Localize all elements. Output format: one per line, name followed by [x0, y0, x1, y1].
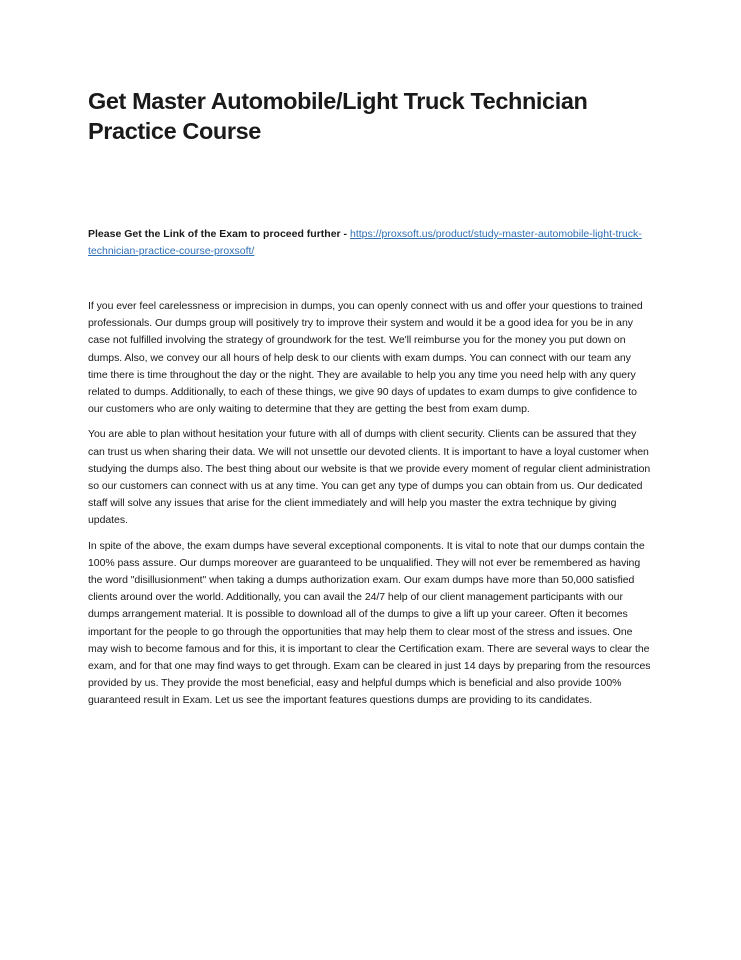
- body-paragraph-3: In spite of the above, the exam dumps have several exceptional components. It is vital to note that our dumps contain the 100% pass assure. Our dumps moreover are guaranteed to be unqualified. They will not ever be remembered as having the word "disillusionment" when taking a dumps authorization exam. Our exam dumps have more than 50,000 satisfied clients around over the world. Additionally, you can avail the 24/7 help of our client management participants with our dumps arrangement material. It is possible to download all of the dumps to give a lift up your career. Often it becomes important for the people to go through the opportunities that may help them to clear most of the stress and issues. One may wish to become famous and for this, it is important to clear the Certification exam. There are several ways to clear the exam, and for that one may find ways to get through. Exam can be cleared in just 14 days by preparing from the resources provided by us. They provide the most beneficial, easy and helpful dumps which is beneficial and also provide 100% guaranteed result in Exam. Let us see the important features questions dumps are providing to its candidates.: [88, 539, 651, 707]
- page-title: Get Master Automobile/Light Truck Technician Practice Course: [88, 88, 588, 144]
- exam-product-link[interactable]: https://proxsoft.us/product/study-master-automobile-light-truck-technician-practice-course-proxsoft/: [88, 228, 642, 257]
- exam-link-paragraph: [88, 226, 653, 260]
- body-paragraph-2: You are able to plan without hesitation your future with all of dumps with client security. Clients can be assured that they can trust us when sharing their data. We will not unsettle our devoted clients. It is important to have a loyal customer when studying the dumps also. The best thing about our website is that we provide every moment of regular client administration so our customers can connect with us at any time. You can get any type of dumps you can obtain from us. Our dedicated staff will solve any issues that arise for the client immediately and will help you master the extra technique by giving updates.: [88, 428, 651, 527]
- link-intro-text: Please Get the Link of the Exam to proceed further -: [88, 228, 350, 240]
- body-text: [88, 298, 652, 718]
- body-paragraph-1: If you ever feel carelessness or imprecision in dumps, you can openly connect with us and offer your questions to trained professionals. Our dumps group will positively try to improve their system and would it be a good idea for you be in any case not fulfilled involving the strategy of groundwork for the test. We'll reimburse you for the money you put down on dumps. Also, we convey our all hours of help desk to our clients with exam dumps. You can connect with our team any time there is time throughout the day or the night. They are available to help you any time you need help with any query related to dumps. Additionally, to each of these things, we give 90 days of updates to exam dumps to give confidence to our customers who are only waiting to determine that they are getting the best from exam dump.: [88, 300, 643, 416]
